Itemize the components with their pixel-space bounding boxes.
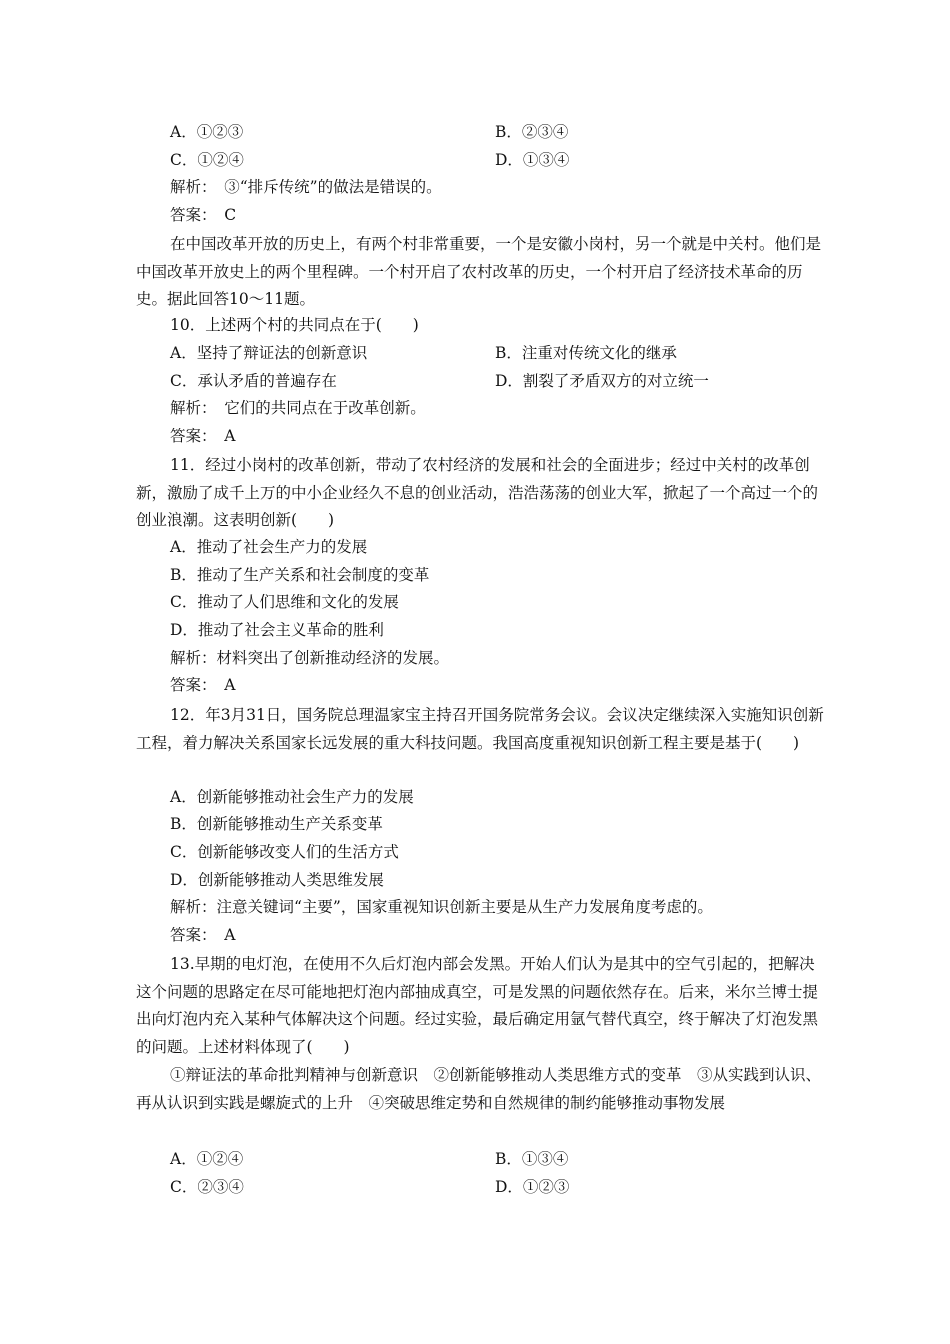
q12-answer: 答案： A <box>170 926 236 944</box>
q13-stem: 13.早期的电灯泡，在使用不久后灯泡内部会发黑。开始人们认为是其中的空气引起的，把解决这个问题的思路定在尽可能地把灯泡内部抽成真空，可是发黑的问题依然存在。后来，米尔兰博士提出向灯泡内充入某种气体解决这个问题。经过实验，最后确定用氩气替代真空，终于解决了灯泡发黑的问题。上述材料体现了( ) <box>136 955 819 1056</box>
q12-stem: 12．年3月31日，国务院总理温家宝主持召开国务院常务会议。会议决定继续深入实施知识创新工程，着力解决关系国家长远发展的重大科技问题。我国高度重视知识创新工程主要是基于( ) <box>136 706 824 752</box>
q13-option-d: D．①②③ <box>495 1178 570 1196</box>
q12-analysis: 解析：注意关键词“主要”，国家重视知识创新主要是从生产力发展角度考虑的。 <box>170 898 713 916</box>
q10-analysis: 解析： 它们的共同点在于改革创新。 <box>170 399 426 417</box>
q12-option-a: A．创新能够推动社会生产力的发展 <box>170 788 414 806</box>
q10-option-c: C．承认矛盾的普遍存在 <box>170 372 337 390</box>
q10-stem: 10．上述两个村的共同点在于( ) <box>170 316 419 334</box>
q9-option-c: C．①②④ <box>170 151 244 169</box>
q9-option-b: B．②③④ <box>495 123 569 141</box>
q13-option-b: B．①③④ <box>495 1150 569 1168</box>
q11-option-a: A．推动了社会生产力的发展 <box>170 538 368 556</box>
q10-option-a: A．坚持了辩证法的创新意识 <box>170 344 368 362</box>
q11-option-d: D．推动了社会主义革命的胜利 <box>170 621 384 639</box>
q9-answer: 答案： C <box>170 206 237 224</box>
q12-option-c: C．创新能够改变人们的生活方式 <box>170 843 399 861</box>
q9-option-a: A．①②③ <box>170 123 244 141</box>
q11-analysis: 解析：材料突出了创新推动经济的发展。 <box>170 649 450 667</box>
intro-paragraph: 在中国改革开放的历史上，有两个村非常重要，一个是安徽小岗村，另一个就是中关村。他们是中国改革开放史上的两个里程碑。一个村开启了农村改革的历史，一个村开启了经济技术革命的历史。据此回答10～11题。 <box>136 235 822 309</box>
q11-option-b: B．推动了生产关系和社会制度的变革 <box>170 566 430 584</box>
q9-option-d: D．①③④ <box>495 151 570 169</box>
q9-analysis: 解析： ③“排斥传统”的做法是错误的。 <box>170 178 442 196</box>
q12-option-d: D．创新能够推动人类思维发展 <box>170 871 384 889</box>
q11-answer: 答案： A <box>170 676 236 694</box>
q13-statements: ①辩证法的革命批判精神与创新意识 ②创新能够推动人类思维方式的变革 ③从实践到认识、再从认识到实践是螺旋式的上升 ④突破思维定势和自然规律的制约能够推动事物发展 <box>136 1066 822 1112</box>
q12-option-b: B．创新能够推动生产关系变革 <box>170 815 383 833</box>
q13-option-a: A．①②④ <box>170 1150 244 1168</box>
q10-answer: 答案： A <box>170 427 236 445</box>
q10-option-b: B．注重对传统文化的继承 <box>495 344 677 362</box>
q11-stem: 11．经过小岗村的改革创新，带动了农村经济的发展和社会的全面进步；经过中关村的改革创新，激励了成千上万的中小企业经久不息的创业活动，浩浩荡荡的创业大军，掀起了一个高过一个的创业浪潮。这表明创新( ) <box>136 456 819 530</box>
q10-option-d: D．割裂了矛盾双方的对立统一 <box>495 372 709 390</box>
q11-option-c: C．推动了人们思维和文化的发展 <box>170 593 399 611</box>
q13-option-c: C．②③④ <box>170 1178 244 1196</box>
